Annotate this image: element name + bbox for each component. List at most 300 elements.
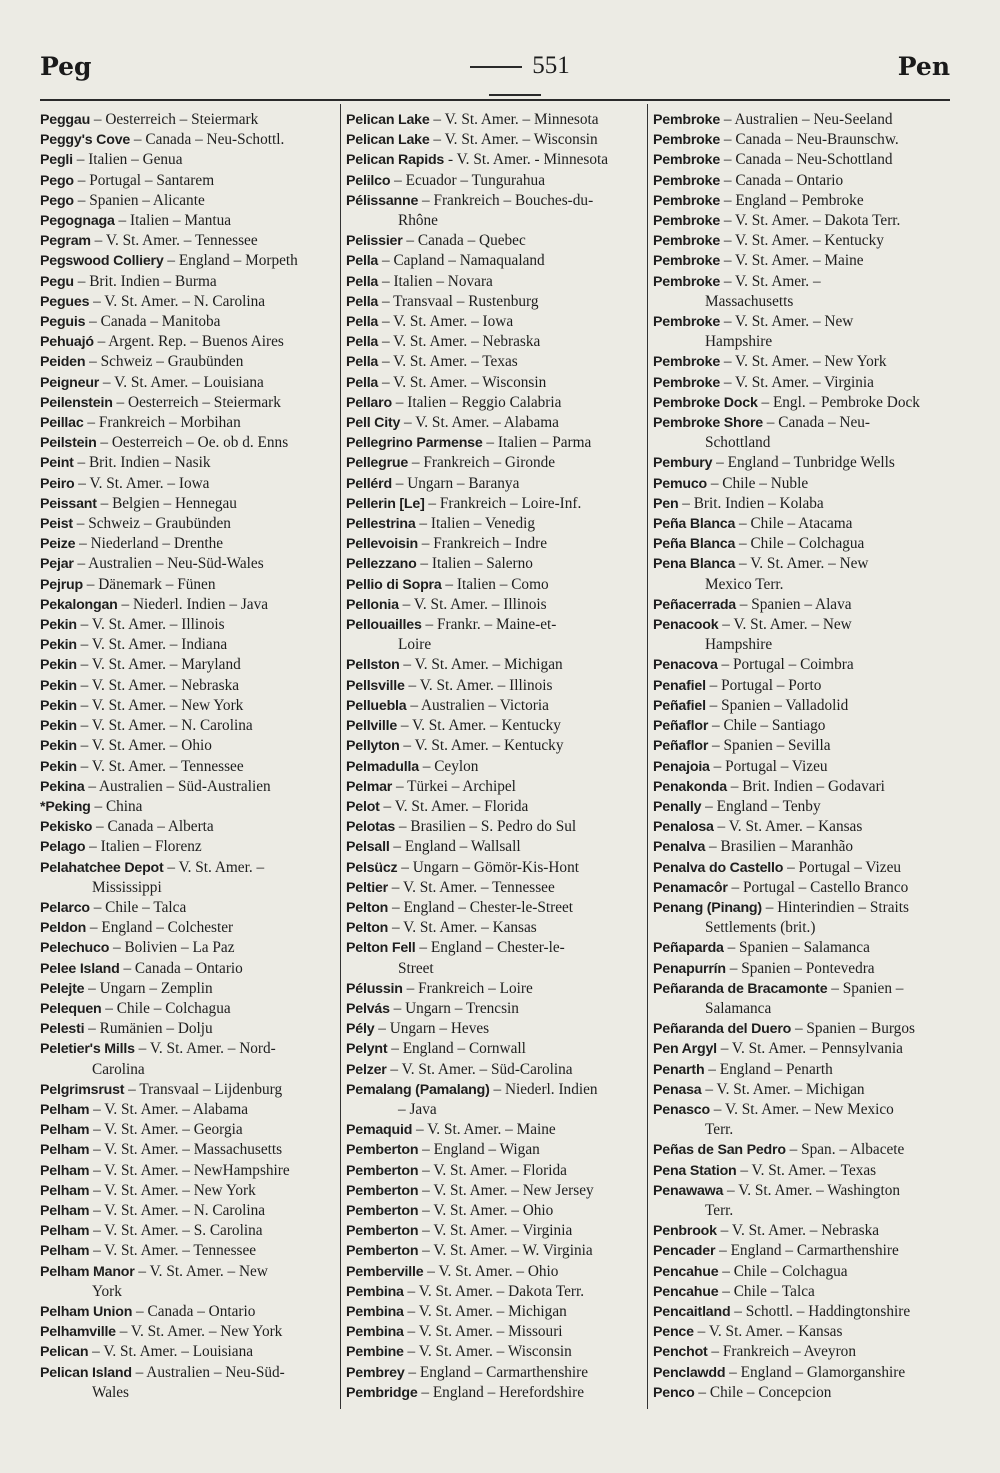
place-name: Pelot [346, 798, 380, 815]
entry-line [346, 817, 642, 837]
entry-continuation: Loire [398, 636, 432, 654]
place-location: – England – Carmarthenshire [404, 1363, 589, 1381]
entry-line [346, 757, 642, 777]
place-location: – Oesterreich – Steiermark [112, 393, 281, 411]
gazetteer-entry [346, 514, 642, 534]
entry-line [40, 676, 334, 696]
entry-line [40, 453, 334, 473]
entry-line [346, 1019, 642, 1039]
place-location: – V. St. Amer. – W. Virginia [418, 1242, 593, 1260]
place-location: – Brit. Indien – Burma [73, 272, 217, 290]
place-name: Pellevoisin [346, 536, 418, 553]
entry-line [346, 1342, 642, 1362]
place-location: – V. St. Amer. – NewHampshire [89, 1161, 290, 1179]
entry-line [40, 272, 334, 292]
running-head-left: Peg [40, 52, 92, 81]
entry-line [346, 615, 642, 635]
gazetteer-entry [346, 898, 642, 918]
entry-line [653, 453, 951, 473]
running-head-right: Pen [897, 52, 950, 81]
gazetteer-entry [40, 514, 334, 534]
place-location: – Spanien – Alava [735, 595, 852, 613]
entry-line [40, 373, 334, 393]
place-name: Pélissanne [346, 192, 419, 209]
entry-line [346, 676, 642, 696]
column-divider-2 [647, 104, 648, 1409]
place-location: – England – Penarth [704, 1060, 833, 1078]
entry-line [346, 251, 642, 271]
gazetteer-entry [653, 494, 951, 514]
gazetteer-entry [653, 676, 951, 696]
entry-line [346, 1060, 642, 1080]
place-name: Peldon [40, 920, 87, 937]
entry-line [653, 373, 951, 393]
place-name: Pemberville [346, 1263, 424, 1280]
place-location: – Frankreich – Indre [417, 535, 548, 553]
place-location: – Capland – Namaqualand [378, 252, 545, 270]
place-name: Pellyton [346, 738, 400, 755]
entry-line [346, 413, 642, 433]
entry-line [346, 171, 642, 191]
place-name: Pelahatchee Depot [40, 859, 164, 876]
place-name: Penakonda [653, 778, 727, 795]
place-location: – China [90, 797, 143, 815]
gazetteer-entry [346, 150, 642, 170]
gazetteer-entry [653, 130, 951, 150]
place-name: Pego [40, 172, 74, 189]
entry-line [653, 878, 951, 898]
gazetteer-entry [40, 1302, 334, 1322]
gazetteer-entry [40, 1363, 334, 1403]
place-name: Pella [346, 354, 379, 371]
place-name: Pelluebla [346, 697, 407, 714]
place-location: – V. St. Amer. – Tennessee [89, 1242, 257, 1260]
place-name: Pegswood Colliery [40, 253, 164, 270]
place-location: – Italien – Genua [72, 151, 183, 169]
entry-line [653, 736, 951, 756]
place-location: – Belgien – Hennegau [96, 494, 237, 512]
place-location: – V. St. Amer. – Minnesota [429, 111, 599, 128]
place-name: Pemberton [346, 1182, 419, 1199]
gazetteer-entry [40, 898, 334, 918]
entry-line [653, 251, 951, 271]
entry-line [346, 474, 642, 494]
gazetteer-entry [40, 999, 334, 1019]
place-location: – Chile – Colchagua [735, 535, 865, 553]
entry-line [40, 1181, 334, 1201]
gazetteer-entry [40, 251, 334, 271]
entry-line [346, 1161, 642, 1181]
entry-line [346, 1080, 642, 1100]
gazetteer-entry [653, 959, 951, 979]
entry-line [40, 959, 334, 979]
entry-continuation: Carolina [92, 1060, 145, 1078]
place-location: – Frankreich – Loire-Inf. [424, 494, 582, 512]
place-location: – Dänemark – Fünen [82, 575, 216, 593]
place-location: – Canada – Ontario [720, 171, 844, 189]
place-name: Peña Blanca [653, 536, 736, 553]
place-location: – V. St. Amer. – New [718, 616, 852, 634]
entry-line [40, 514, 334, 534]
place-location: – V. St. Amer. – New York [89, 1181, 256, 1199]
place-location: – V. St. Amer. – Nebraska [378, 333, 541, 351]
place-name: Peñaranda del Duero [653, 1021, 792, 1038]
gazetteer-entry [653, 1282, 951, 1302]
entry-line [346, 837, 642, 857]
entry-line [346, 130, 642, 150]
entry-line [653, 817, 951, 837]
gazetteer-entry [653, 1241, 951, 1261]
entry-line [40, 1342, 334, 1362]
place-location: – Spanien – Salamanca [723, 939, 870, 957]
page-number: 551 [532, 52, 570, 79]
entry-line [40, 231, 334, 251]
place-name: Pekin [40, 677, 77, 694]
place-location: – Portugal – Santarem [73, 171, 215, 189]
place-location: – Frankreich – Bouches-du- [418, 191, 594, 209]
place-name: Pembroke [653, 233, 721, 250]
gazetteer-entry [653, 757, 951, 777]
gazetteer-entry [40, 716, 334, 736]
entry-line [40, 797, 334, 817]
entry-line [653, 171, 951, 191]
place-location: – V. St. Amer. – New York [115, 1323, 283, 1341]
entry-line [653, 1039, 951, 1059]
place-location: – V. St. Amer. – Texas [736, 1161, 877, 1179]
place-name: Pelsall [346, 839, 390, 856]
place-name: Pellouailles [346, 617, 422, 634]
place-name: Pegues [40, 293, 90, 310]
gazetteer-entry [40, 777, 334, 797]
place-location: – Italien – Parma [482, 434, 592, 452]
place-name: Pembroke Dock [653, 394, 758, 411]
place-location: – Ceylon [418, 757, 479, 775]
place-name: Pelequen [40, 1000, 102, 1017]
gazetteer-entry [346, 817, 642, 837]
gazetteer-entry [346, 1221, 642, 1241]
entry-line [653, 312, 951, 332]
gazetteer-entry [40, 1039, 334, 1079]
gazetteer-entry [653, 251, 951, 271]
place-name: Penclawdd [653, 1364, 726, 1381]
place-name: Peñacerrada [653, 596, 736, 613]
place-location: – V. St. Amer. – Missouri [403, 1323, 563, 1341]
gazetteer-entry [346, 1080, 642, 1120]
place-location: – Australien – Süd-Australien [84, 777, 271, 795]
entry-line [346, 534, 642, 554]
place-name: Pembroke [653, 112, 721, 128]
place-name: Penawawa [653, 1182, 724, 1199]
entry-line [346, 1039, 642, 1059]
entry-line [346, 655, 642, 675]
gazetteer-entry [40, 1080, 334, 1100]
place-location: – Canada – Neu-Schottl. [130, 131, 285, 149]
gazetteer-entry [40, 534, 334, 554]
place-location: – V. St. Amer. – Alabama [400, 414, 559, 432]
gazetteer-entry [653, 595, 951, 615]
gazetteer-entry [40, 1019, 334, 1039]
entry-line [40, 898, 334, 918]
place-location: – V. St. Amer. – Louisiana [99, 373, 264, 391]
place-location: – V. St. Amer. – Illinois [398, 595, 547, 613]
gazetteer-entry [346, 716, 642, 736]
entry-line [346, 938, 642, 958]
gazetteer-entry [40, 797, 334, 817]
place-location: – V. St. Amer. – New [720, 313, 854, 331]
entry-line [346, 1383, 642, 1403]
place-location: – V. St. Amer. – Wisconsin [378, 373, 547, 391]
entry-line [653, 393, 951, 413]
place-name: Pellsville [346, 677, 405, 694]
gazetteer-entry [346, 1241, 642, 1261]
gazetteer-entry [653, 837, 951, 857]
place-name: Pellville [346, 718, 398, 735]
place-name: Pelham [40, 1101, 90, 1118]
place-name: Pembroke [653, 192, 721, 209]
entry-line [40, 1262, 334, 1282]
entry-continuation: Terr. [705, 1121, 734, 1139]
place-location: – V. St. Amer. – Illinois [76, 616, 225, 634]
place-location: – England – Chester-le- [415, 939, 565, 957]
entry-line [346, 595, 642, 615]
place-location: – Rumänien – Dolju [84, 1020, 213, 1038]
entry-line [40, 817, 334, 837]
gazetteer-entry [653, 1080, 951, 1100]
gazetteer-entry [653, 1060, 951, 1080]
place-name: Pellegrue [346, 455, 409, 472]
gazetteer-entry [653, 514, 951, 534]
entry-line [40, 1019, 334, 1039]
place-location: – V. St. Amer. – Tennessee [387, 878, 555, 896]
gazetteer-entry [346, 352, 642, 372]
place-location: – V. St. Amer. – Illinois [404, 676, 553, 694]
place-name: Pelissier [346, 233, 403, 250]
gazetteer-entry [40, 655, 334, 675]
entry-line [40, 777, 334, 797]
gazetteer-entry [346, 1019, 642, 1039]
gazetteer-entry [653, 150, 951, 170]
place-location: – Italien – Mantua [114, 212, 232, 230]
place-name: Peñaranda de Bracamonte [653, 980, 828, 997]
place-location: – V. St. Amer. – Kentucky [397, 717, 561, 735]
place-name: Penalosa [653, 819, 714, 836]
gazetteer-entry [653, 413, 951, 453]
place-location: – Chile – Atacama [735, 515, 853, 533]
place-name: Peiro [40, 475, 75, 492]
place-location: – V. St. Amer. – Tennessee [90, 232, 258, 250]
header-dash-right [489, 94, 541, 96]
page-header [40, 52, 950, 86]
gazetteer-entry [653, 716, 951, 736]
entry-continuation: Massachusetts [705, 292, 794, 310]
place-location: – V. St. Amer. – Dakota Terr. [720, 212, 901, 230]
place-name: Pelesti [40, 1021, 85, 1038]
entry-line [40, 1363, 334, 1383]
gazetteer-entry [653, 393, 951, 413]
gazetteer-entry [40, 130, 334, 150]
entry-line [346, 736, 642, 756]
place-location: – Australien – Neu-Süd-Wales [73, 555, 264, 573]
place-location: – V. St. Amer. – Süd-Carolina [386, 1060, 573, 1078]
place-location: – Ungarn – Gömör-Kis-Hont [397, 858, 579, 876]
column-divider-1 [340, 104, 341, 1409]
entry-line [346, 231, 642, 251]
entry-line [40, 332, 334, 352]
entry-line [40, 534, 334, 554]
place-location: – V. St. Amer. – Wisconsin [429, 131, 598, 149]
place-location: – V. St. Amer. – Nebraska [716, 1222, 880, 1240]
gazetteer-entry [346, 1383, 642, 1403]
place-location: – V. St. Amer. – Maine [720, 252, 864, 270]
place-location: – Transvaal – Rustenburg [378, 292, 539, 310]
place-location: – V. St. Amer. – Georgia [89, 1121, 243, 1139]
gazetteer-entry [40, 1181, 334, 1201]
place-name: Pelican Rapids [346, 152, 445, 169]
gazetteer-entry [653, 474, 951, 494]
entry-line [346, 554, 642, 574]
entry-line [653, 272, 951, 292]
gazetteer-entry [346, 1363, 642, 1383]
place-name: Pelmar [346, 778, 393, 795]
place-name: Pembury [653, 455, 713, 472]
place-location: – V. St. Amer. – Texas [378, 353, 518, 371]
place-location: – V. St. Amer. – Kansas [713, 818, 863, 836]
entry-line [653, 494, 951, 514]
entry-line [653, 1019, 951, 1039]
gazetteer-entry [653, 1019, 951, 1039]
place-name: Peggau [40, 112, 91, 128]
place-location: – Spanien – Pontevedra [725, 959, 875, 977]
entry-line [40, 1100, 334, 1120]
gazetteer-entry [40, 413, 334, 433]
place-location: – V. St. Amer. – N. Carolina [76, 717, 253, 735]
place-name: Peñafiel [653, 697, 706, 714]
place-name: Peñas de San Pedro [653, 1142, 786, 1159]
entry-line [653, 352, 951, 372]
place-name: Penasco [653, 1101, 710, 1118]
place-location: – England – Morpeth [163, 252, 298, 270]
place-location: – Schweiz – Graubünden [85, 353, 244, 371]
place-name: *Peking [40, 798, 91, 815]
gazetteer-entry [40, 312, 334, 332]
place-name: Pelham [40, 1122, 90, 1139]
place-location: – V. St. Amer. – Kansas [693, 1323, 843, 1341]
place-name: Penajoia [653, 758, 710, 775]
place-location: – V. St. Amer. – Nord- [134, 1040, 276, 1058]
entry-line [346, 1221, 642, 1241]
gazetteer-entry [40, 231, 334, 251]
gazetteer-entry [653, 1039, 951, 1059]
gazetteer-entry [653, 211, 951, 231]
gazetteer-entry [653, 938, 951, 958]
entry-line [653, 797, 951, 817]
place-location: – Chile – Nuble [707, 474, 809, 492]
place-location: – Italien – Venedig [415, 515, 536, 533]
entry-line [653, 777, 951, 797]
place-name: Pella [346, 253, 379, 270]
entry-line [346, 453, 642, 473]
place-location: – V. St. Amer. – Dakota Terr. [403, 1282, 585, 1300]
place-name: Peñaparda [653, 940, 724, 957]
gazetteer-entry [653, 171, 951, 191]
place-name: Peint [40, 455, 74, 472]
place-location: – V. St. Amer. – New Jersey [418, 1181, 594, 1199]
place-name: Pembroke [653, 314, 721, 331]
place-name: Pelee Island [40, 960, 120, 977]
entry-line [653, 1100, 951, 1120]
place-location: – Frankreich – Aveyron [707, 1343, 856, 1361]
entry-line [346, 1120, 642, 1140]
entry-line [346, 797, 642, 817]
header-rule [40, 99, 950, 101]
entry-continuation: Terr. [705, 1201, 734, 1219]
place-location: – Span. – Albacete [785, 1141, 905, 1159]
entry-line [346, 696, 642, 716]
place-location: – V. St. Amer. – S. Carolina [89, 1222, 263, 1240]
place-location: – V. St. Amer. – Louisiana [88, 1343, 254, 1361]
entry-line [653, 1342, 951, 1362]
place-name: Pembroke Shore [653, 415, 763, 432]
entry-line [346, 1201, 642, 1221]
entry-continuation: Wales [92, 1383, 129, 1401]
place-name: Pegu [40, 273, 74, 290]
gazetteer-entry [40, 696, 334, 716]
place-location: – Canada – Manitoba [85, 313, 221, 331]
place-name: Pellezzano [346, 556, 417, 573]
entry-line [346, 716, 642, 736]
gazetteer-entry [346, 1161, 642, 1181]
entry-line [653, 1221, 951, 1241]
gazetteer-entry [40, 918, 334, 938]
place-location: – V. St. Amer. – Massachusetts [89, 1141, 283, 1159]
place-location: – England – Herefordshire [417, 1383, 585, 1401]
entry-line [346, 514, 642, 534]
place-location: – Ungarn – Heves [374, 1020, 490, 1038]
entry-line [653, 837, 951, 857]
place-location: – Spanien – [827, 979, 904, 997]
place-name: Pella [346, 293, 379, 310]
place-name: Pelsücz [346, 859, 398, 876]
gazetteer-entry [653, 1140, 951, 1160]
gazetteer-entry [346, 1201, 642, 1221]
place-location: – Frankreich – Loire [402, 979, 533, 997]
entry-line [346, 150, 642, 170]
entry-continuation: Rhône [398, 212, 438, 230]
place-location: – Frankreich – Gironde [408, 454, 556, 472]
entry-line [653, 1302, 951, 1322]
place-name: Peggy's Cove [40, 132, 131, 149]
entry-line [346, 1282, 642, 1302]
place-name: Pemalang (Pamalang) [346, 1081, 490, 1098]
place-location: – Türkei – Archipel [392, 777, 516, 795]
place-location: – V. St. Amer. – N. Carolina [89, 292, 266, 310]
place-name: Pellerin [Le] [346, 495, 425, 512]
place-name: Pelarco [40, 899, 90, 916]
entry-line [653, 231, 951, 251]
place-name: Pelhamville [40, 1324, 116, 1341]
gazetteer-entry [346, 191, 642, 231]
place-name: Peist [40, 516, 73, 533]
place-location: – Brasilien – Maranhão [705, 838, 854, 856]
gazetteer-entry [40, 171, 334, 191]
gazetteer-entry [40, 615, 334, 635]
gazetteer-entry [346, 1140, 642, 1160]
place-name: Peiden [40, 354, 86, 371]
gazetteer-entry [346, 696, 642, 716]
gazetteer-entry [40, 595, 334, 615]
place-name: Pejar [40, 556, 74, 573]
gazetteer-entry [346, 534, 642, 554]
